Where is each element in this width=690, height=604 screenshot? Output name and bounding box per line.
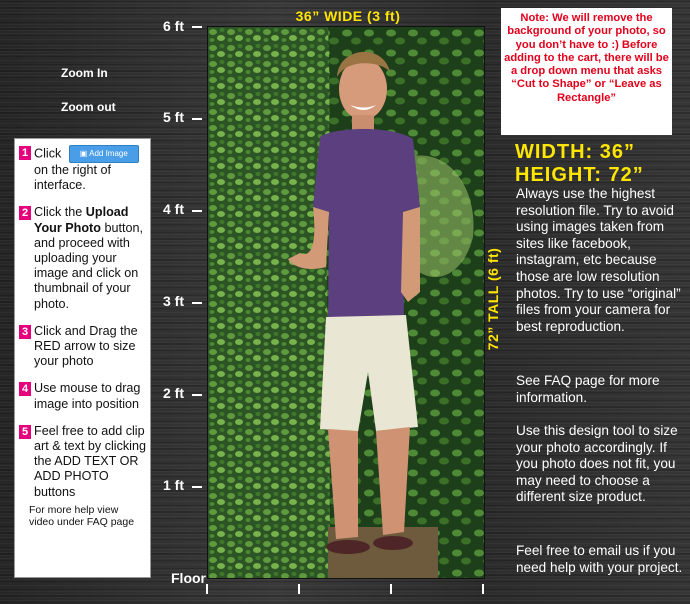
width-label: 36” WIDE (3 ft) <box>295 8 401 24</box>
width-dimension: WIDTH: 36” <box>515 141 635 163</box>
step-text: Use mouse to drag image into position <box>34 381 141 411</box>
step-text: Feel free to add clip art & text by clicking the ADD TEXT OR ADD PHOTO buttons <box>34 423 146 499</box>
step-text: Click the Upload Your Photo button, and proceed with uploading your image and click on thumbnail of your photo. <box>34 205 143 311</box>
ruler-tick <box>192 302 202 304</box>
ruler-tick <box>192 118 202 120</box>
photo-canvas[interactable] <box>207 26 485 579</box>
ruler-label-4ft: 4 ft <box>163 201 184 217</box>
step-number: 5 <box>19 425 31 439</box>
instruction-step-5 <box>19 424 146 500</box>
ruler-label-1ft: 1 ft <box>163 477 184 493</box>
ruler-label-2ft: 2 ft <box>163 385 184 401</box>
step-number: 4 <box>19 382 31 396</box>
step-number: 3 <box>19 325 31 339</box>
zoom-in-button[interactable]: Zoom In <box>61 66 108 80</box>
help-note: For more help view video under FAQ page <box>29 503 135 529</box>
ruler-tick <box>192 486 202 488</box>
instruction-step-2 <box>19 205 146 311</box>
photo-image[interactable] <box>208 27 485 579</box>
floor-tick <box>298 584 300 594</box>
instruction-step-3 <box>19 324 146 370</box>
instruction-step-1 <box>19 145 146 193</box>
height-label: 72” TALL (6 ft) <box>485 247 501 351</box>
background-removal-note: Note: We will remove the background of your photo, so you don’t have to :) Before adding to the cart, there will be a drop down menu that asks “Cut to Shape” or “Leave as Rectangle” <box>501 8 672 135</box>
sizing-tip: Use this design tool to size your photo accordingly. If you photo does not fit, you may need to choose a different size product. <box>516 423 678 505</box>
ruler-label-floor: Floor <box>171 570 206 586</box>
ruler-label-6ft: 6 ft <box>163 18 184 34</box>
step-number: 1 <box>19 146 31 160</box>
faq-tip: See FAQ page for more information. <box>516 373 660 405</box>
ruler-label-5ft: 5 ft <box>163 109 184 125</box>
instruction-step-4 <box>19 381 146 411</box>
add-image-button[interactable]: ▣ Add Image <box>69 145 139 163</box>
zoom-out-button[interactable]: Zoom out <box>61 100 116 114</box>
ruler-tick <box>192 210 202 212</box>
step-text: Click and Drag the RED arrow to size your photo <box>34 323 138 369</box>
floor-tick <box>482 584 484 594</box>
email-tip: Feel free to email us if you need help with your project. <box>516 543 683 575</box>
floor-tick <box>206 584 208 594</box>
step-text: Click ▣ Add Image on the right of interface. <box>34 145 146 193</box>
floor-tick <box>390 584 392 594</box>
step-number: 2 <box>19 206 31 220</box>
height-dimension: HEIGHT: 72” <box>515 164 644 186</box>
ruler-tick <box>192 26 202 28</box>
image-icon: ▣ <box>79 149 88 158</box>
ruler-tick <box>192 394 202 396</box>
instructions-panel <box>14 138 151 578</box>
resolution-tip: Always use the highest resolution file. Try to avoid using images taken from sites like facebook, instagram, etc because those are low resolution photos. Try to use “original” files from your camera for best reproduction. <box>516 186 681 334</box>
ruler-label-3ft: 3 ft <box>163 293 184 309</box>
